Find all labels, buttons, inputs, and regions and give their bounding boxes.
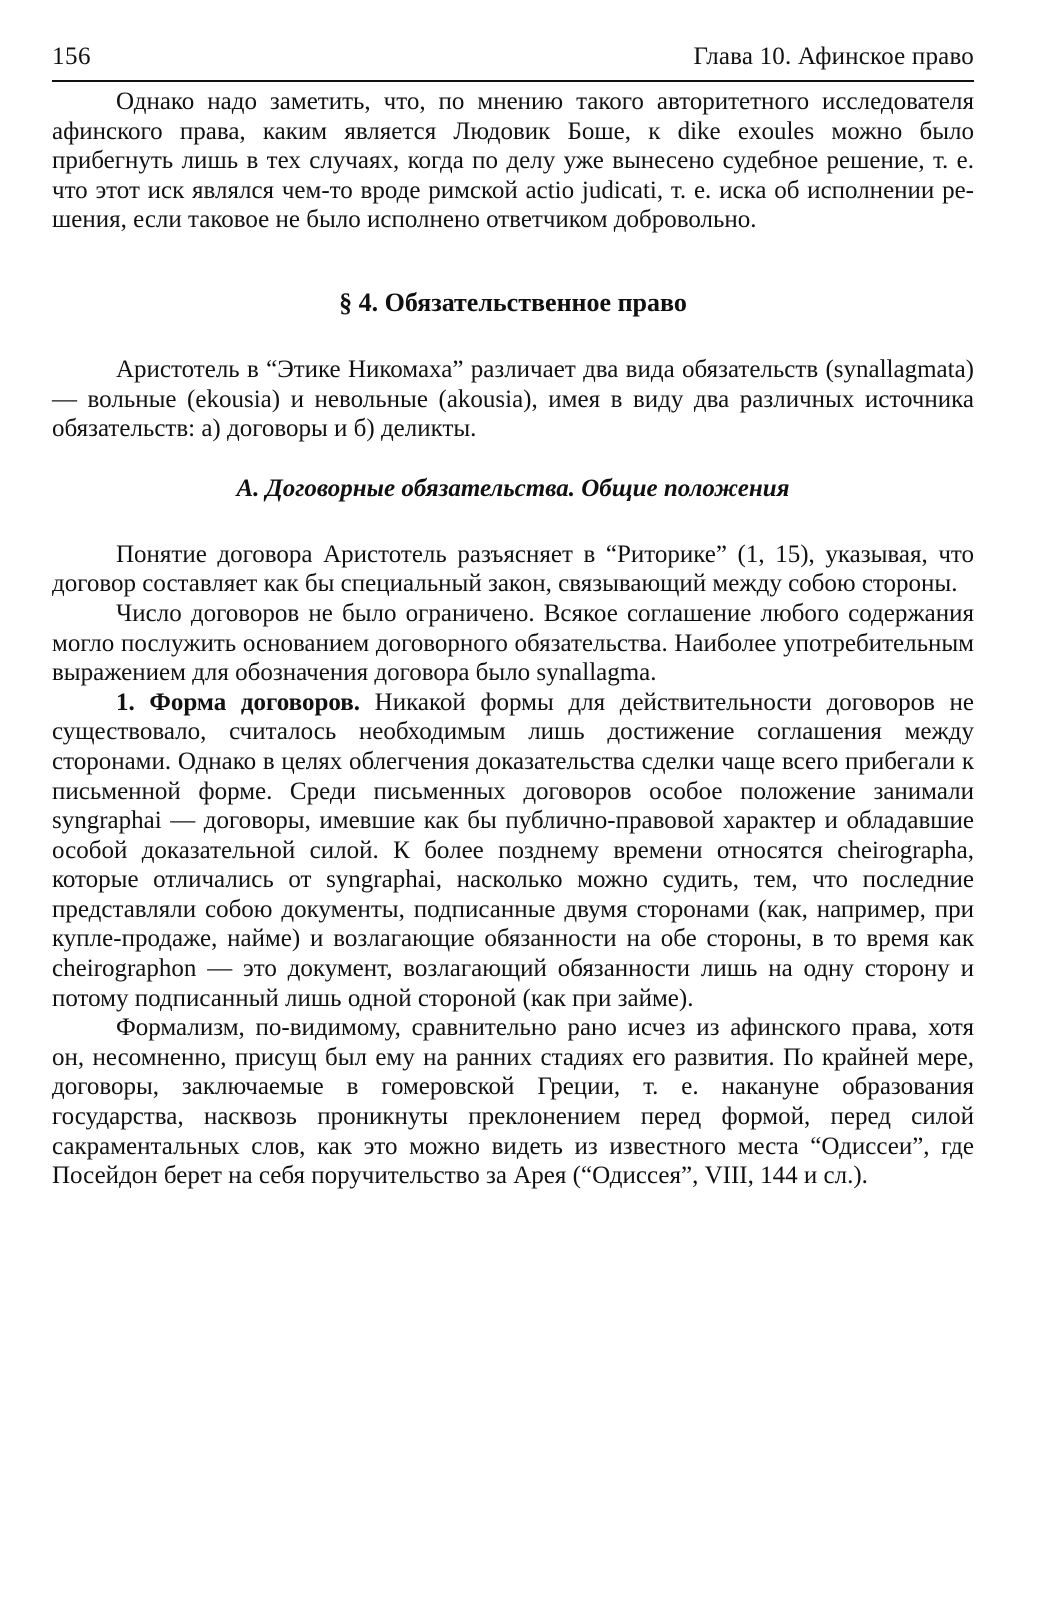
subsection-heading: А. Договорные обязательства. Общие положения <box>236 474 790 502</box>
section-heading: § 4. Обязательственное право <box>339 287 687 317</box>
paragraph-contract-form <box>52 688 974 1014</box>
page-number: 156 <box>52 43 91 70</box>
paragraph-dike-exoules: Однако надо заметить, что, по мнению такого авторитетного исследователя афинского права, каким является Людовик Боше, к dike exoules можно было прибегнуть лишь в тех случаях, когда по делу уже вынесено судебное решение, т. е. что этот иск являлся чем-то вроде римской actio judicati, т. е. иска об исполнении решения, если таковое не было исполнено ответчиком добровольно. <box>52 88 974 234</box>
paragraph-contract-form-text: Никакой формы для действительности договоров не существовало, считалось необходимым лишь достижение соглашения между сторонами. Однако в целях облегчения доказательства сделки чаще всего прибегали к письменной форме. Среди письменных договоров особое положение занимали syngraphai — договоры, имевшие как бы публично-правовой характер и обладавшие особой доказательной силой. К более позднему времени относятся cheirographa, которые отличались от syngraphai, насколько можно судить, тем, что последние представляли собою документы, подписанные двумя сторонами (как, например, при купле-продаже, найме) и возлагающие обязанности на обе стороны, в то время как cheirographon — это документ, возлагающий обязанности лишь на одну сторону и потому подписанный лишь одной стороной (как при займе). <box>52 688 974 1012</box>
chapter-title: Глава 10. Афинское право <box>693 43 974 70</box>
run-in-heading: 1. Форма договоров. <box>116 688 360 716</box>
book-page <box>52 40 974 1191</box>
paragraph-aristotle-ethics: Аристотель в “Этике Никомаха” различает два вида обязательств (synallagmata) — вольные (ekousia) и невольные (akousia), имея в виду два различных источника обязательств: а) договоры и б) деликты. <box>52 355 974 443</box>
body-text <box>52 87 974 1191</box>
running-header <box>52 40 974 82</box>
paragraph-number-of-contracts: Число договоров не было ограничено. Всякое соглашение любого содержания могло послужить основанием договорного обязательства. Наиболее употребительным выражением для обозначения договора было synallagma. <box>52 599 974 687</box>
paragraph-formalism: Формализм, по-видимому, сравнительно рано исчез из афинского права, хотя он, несомненно, присущ был ему на ранних стадиях его развития. По крайней мере, договоры, заключаемые в гомеровской Греции, т. е. накануне образования государства, насквозь проникнуты преклонением перед формой, перед силой сакраментальных слов, как это можно видеть из известного места “Одиссеи”, где Посейдон берет на себя поручительство за Арея (“Одиссея”, VIII, 144 и сл.). <box>52 1014 974 1190</box>
paragraph-contract-concept: Понятие договора Аристотель разъясняет в “Риторике” (1, 15), указывая, что договор составляет как бы специальный закон, связывающий между собою стороны. <box>52 540 974 598</box>
